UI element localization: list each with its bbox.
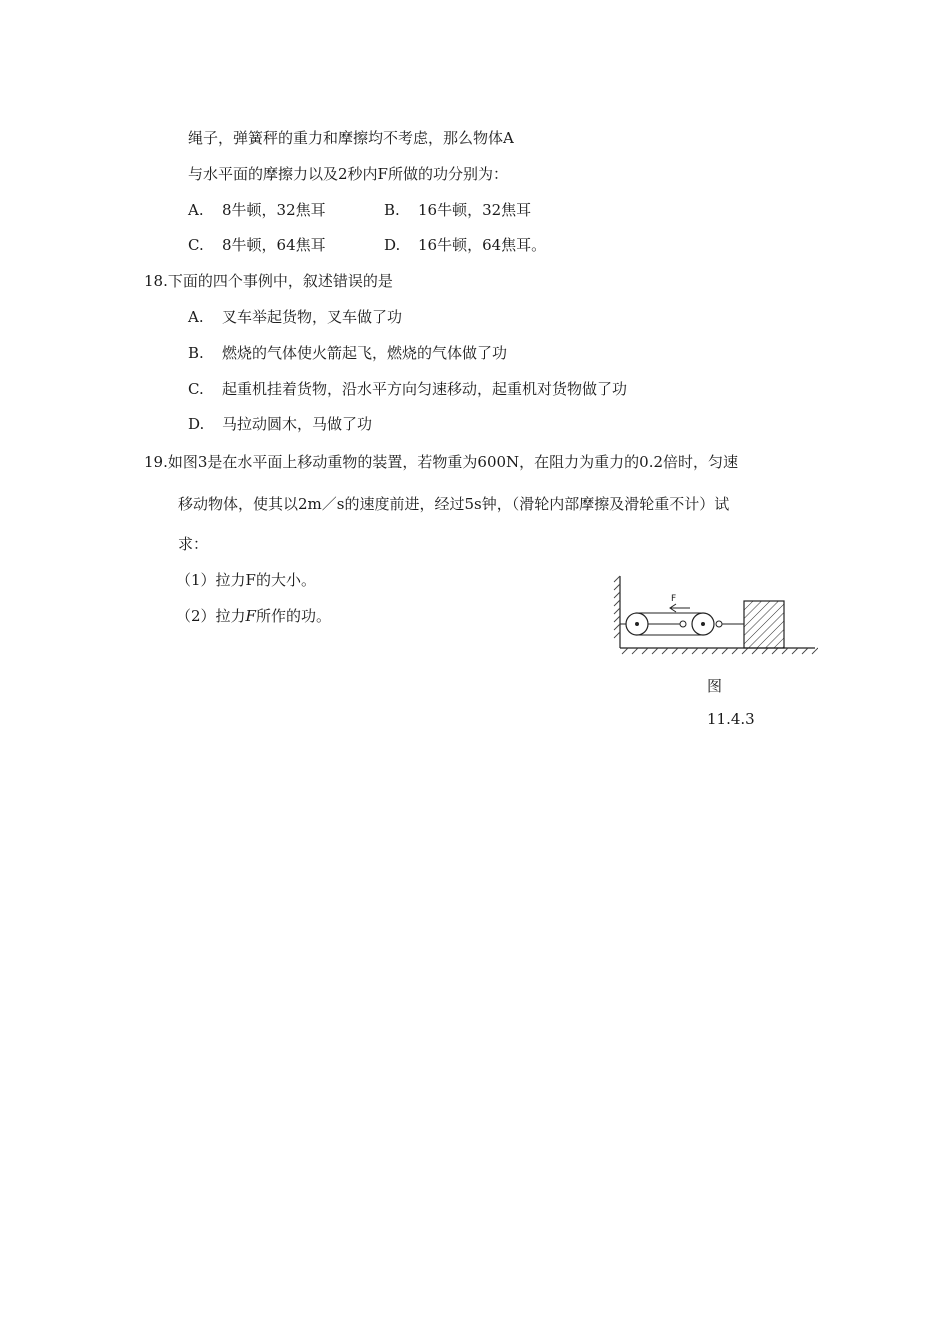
option-text: 马拉动圆木，马做了功 — [222, 415, 373, 433]
q18-option-c — [188, 379, 627, 399]
option-label: C. — [188, 236, 204, 254]
option-label: B. — [188, 344, 204, 362]
force-label: F — [671, 594, 677, 604]
option-label: D. — [384, 236, 401, 254]
option-text: 燃烧的气体使火箭起飞，燃烧的气体做了功 — [222, 344, 508, 362]
weight-block — [744, 601, 784, 648]
sub2-suffix: 所作的功。 — [255, 607, 331, 625]
q19-line-1: 19.如图3是在水平面上移动重物的装置，若物重为600N，在阻力为重力的0.2倍时，匀速 — [144, 453, 739, 471]
ground — [620, 648, 818, 654]
q17-option-c — [188, 235, 326, 255]
q18-option-d — [188, 414, 372, 434]
option-text: 8牛顿，32焦耳 — [222, 201, 326, 219]
figure-caption-2: 11.4.3 — [707, 710, 755, 728]
q17-option-d — [384, 235, 546, 255]
q17-line-2: 与水平面的摩擦力以及2秒内F所做的功分别为： — [188, 165, 508, 183]
option-text: 16牛顿，32焦耳 — [418, 201, 532, 219]
option-text: 8牛顿，64焦耳 — [222, 236, 326, 254]
q17-option-b — [384, 200, 531, 220]
q19-sub-1: （1）拉力F的大小。 — [176, 571, 316, 589]
rope — [637, 613, 703, 635]
movable-pulley — [692, 613, 744, 635]
q19-line-3: 求： — [178, 535, 209, 553]
q18-stem: 18.下面的四个事例中，叙述错误的是 — [144, 272, 393, 290]
option-label: A. — [188, 201, 204, 219]
option-label: A. — [188, 308, 204, 326]
option-label: C. — [188, 380, 204, 398]
option-label: D. — [188, 415, 205, 433]
force-arrow — [670, 594, 690, 612]
q19-sub-2 — [176, 606, 331, 626]
q18-option-a — [188, 307, 402, 327]
q18-option-b — [188, 343, 507, 363]
q17-option-a — [188, 200, 326, 220]
pulley-diagram — [612, 572, 818, 658]
option-text: 叉车举起货物，叉车做了功 — [222, 308, 403, 326]
q19-line-2: 移动物体，使其以2m／s的速度前进，经过5s钟，（滑轮内部摩擦及滑轮重不计）试 — [178, 495, 730, 513]
option-label: B. — [384, 201, 400, 219]
fixed-pulley — [620, 613, 648, 635]
option-text: 16牛顿，64焦耳。 — [418, 236, 547, 254]
option-text: 起重机挂着货物，沿水平方向匀速移动，起重机对货物做了功 — [222, 380, 628, 398]
sub2-prefix: （2）拉力 — [176, 607, 246, 625]
figure-caption-1: 图 — [707, 677, 723, 695]
q17-line-1: 绳子，弹簧秤的重力和摩擦均不考虑，那么物体A — [188, 129, 514, 147]
force-variable: F — [245, 607, 256, 625]
wall — [614, 576, 620, 648]
